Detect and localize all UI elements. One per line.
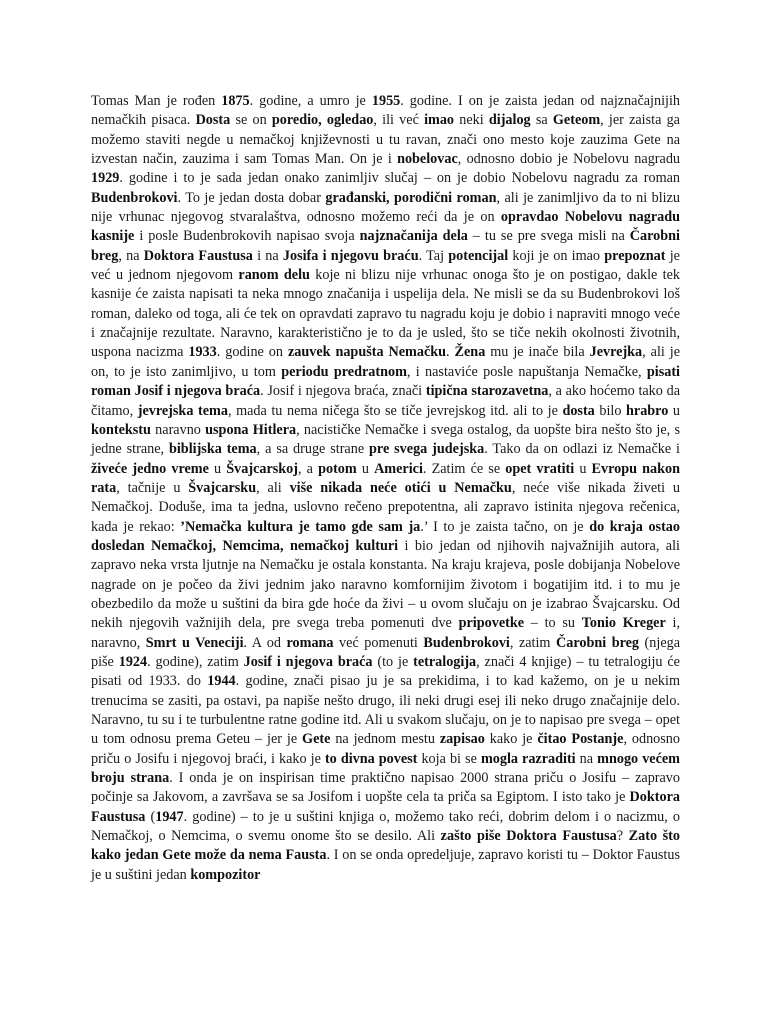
text-run: na jednom mestu	[330, 731, 440, 748]
text-run: . I on se onda opredeljuje, zapravo koristi tu – Doktor Faustus je u suštini jedan	[91, 847, 680, 883]
text-run: sa	[530, 112, 553, 129]
text-run: se on	[230, 112, 272, 129]
bold-phrase: tipična starozavetna	[425, 383, 549, 400]
bold-phrase: Americi	[374, 460, 423, 477]
text-run: , mada tu nema ničega što se tiče jevrejskog itd. ali to je	[227, 402, 563, 419]
text-run: . To je jedan dosta dobar	[177, 189, 326, 206]
text-run: . godine on	[216, 344, 288, 361]
bold-phrase: jevrejska tema	[137, 402, 228, 419]
bold-phrase: prepoznat	[604, 247, 666, 264]
bold-phrase: Budenbrokovi	[423, 634, 510, 651]
text-run: . Taj	[418, 247, 449, 264]
body-paragraph	[91, 92, 680, 885]
bold-phrase: 1929	[91, 170, 120, 187]
text-run: . Tako da on odlazi iz Nemačke i	[484, 441, 680, 458]
bold-phrase: najznačanija dela	[359, 228, 468, 245]
bold-phrase: mnogo većem broju strana	[91, 750, 680, 787]
bold-phrase: čitao Postanje	[537, 731, 624, 748]
bold-phrase: Budenbrokovi	[91, 189, 178, 206]
bold-phrase: nobelovac	[397, 151, 458, 168]
bold-phrase: zapisao	[439, 731, 485, 748]
text-run: mu je inače bila	[485, 344, 590, 361]
text-run: (to je	[372, 653, 414, 670]
bold-phrase: dijalog	[488, 112, 531, 129]
bold-phrase: ’Nemačka kultura je tamo gde sam ja	[180, 518, 421, 535]
text-run: Tomas Man je rođen	[91, 93, 222, 109]
bold-phrase: 1875	[221, 93, 250, 109]
bold-phrase: Geteom	[552, 112, 601, 129]
text-run: i bio jedan od njihovih najvažnijih autora, ali zapravo neka vrsta ljutnje na Nemačku je ostala konstanta. Na kraju krajeva, posle dobijanja Nobelove nagrade on je počeo da živi jednim jako naravno komfornijim životom i bogatijim itd. i to mu je obezbedilo da može u suštini da bira gde hoće da živi – u ovom slučaju on je izabrao Švajcarsku. Od nekih njegovih važnijih dela, pre svega treba pomenuti dve	[91, 537, 680, 632]
text-run: , ali je zanimljivo da to ni blizu nije vrhunac njegovog stvaralaštva, odnosno možemo reći da je on	[91, 189, 680, 226]
bold-phrase: građanski, porodični roman	[325, 189, 497, 206]
text-run: koji je on imao	[508, 247, 605, 264]
text-run: , neće više nikada živeti u Nemačkoj. Doduše, ima ta jedna, uslovno rečeno prepotentna, ali zapravo istinita njegova rečenica, kada je rekao:	[91, 479, 680, 535]
text-run: je već u jednom njegovom	[91, 247, 680, 284]
text-run: bilo	[594, 402, 627, 419]
bold-phrase: dosta	[562, 402, 595, 419]
bold-phrase: živeće jedno vreme	[91, 460, 209, 477]
bold-phrase: uspona Hitlera	[205, 421, 297, 438]
bold-phrase: Josif i njegova braća	[243, 653, 373, 670]
bold-phrase: 1955	[371, 93, 401, 109]
bold-phrase: Dosta	[195, 112, 231, 129]
text-run: . Zatim će se	[422, 460, 506, 477]
bold-phrase: 1933	[188, 344, 217, 361]
text-run: , a ako hoćemo tako da čitamo,	[91, 383, 680, 419]
text-run: , odnosno dobio je Nobelovu nagradu	[457, 151, 680, 168]
text-run: . godine i to je sada jedan onako zanimljiv slučaj – on je dobio Nobelovu nagradu za roman	[119, 170, 680, 187]
text-run: u	[668, 402, 681, 419]
bold-phrase: potencijal	[448, 247, 509, 264]
bold-phrase: više nikada neće otići u Nemačku	[289, 479, 512, 496]
text-run: .	[446, 344, 455, 361]
bold-phrase: Evropu nakon rata	[91, 460, 681, 496]
text-run: . Josif i njegova braća, znači	[260, 383, 426, 400]
text-run: , zatim	[509, 634, 556, 651]
text-run: , ali	[256, 479, 290, 496]
text-run: . godine), zatim	[147, 653, 244, 670]
bold-phrase: biblijska tema	[168, 441, 257, 458]
bold-phrase: periodu predratnom	[281, 363, 407, 380]
text-run: i, naravno,	[91, 615, 680, 651]
bold-phrase: Smrt u Veneciji	[145, 634, 244, 651]
text-run: , i nastaviće posle napuštanja Nemačke,	[406, 363, 647, 380]
text-run: , tačnije u	[116, 479, 189, 496]
bold-phrase: 1944	[207, 673, 236, 690]
bold-phrase: opet vratiti	[505, 460, 575, 477]
text-run: (njega piše	[91, 634, 681, 670]
bold-phrase: Jevrejka	[589, 344, 643, 361]
text-run: i na	[252, 247, 283, 264]
text-run: , znači 4 knjige) – tu tetralogiju će pisati od 1933. do	[91, 653, 680, 690]
bold-phrase: ranom delu	[238, 267, 310, 284]
text-run: . I onda je on inspirisan time praktično napisao 2000 strana priču o Josifu – zapravo počinje sa Jakovom, a završava se sa Josifom i uopšte cela ta priča sa Egiptom. I isto tako je	[91, 770, 680, 806]
text-run: naravno	[150, 421, 206, 438]
bold-phrase: Zato što kako jedan Gete može da nema Fausta	[91, 828, 680, 864]
bold-phrase: Čarobni breg	[91, 228, 680, 264]
text-run: kako je	[484, 731, 538, 748]
bold-phrase: pisati roman Josif i njegova braća	[91, 363, 680, 400]
bold-phrase: Gete	[302, 731, 331, 748]
text-run: , ili već	[373, 112, 425, 129]
bold-phrase: Doktora Faustusa	[143, 247, 253, 264]
text-run: . godine, znači pisao ju je sa prekidima, i to kad kažemo, on je u nekim trenucima se zasiti, pa ostavi, pa napiše nešto drugo, ili neki drugi esej ili neko drugo značajnije delo. Naravno, tu su i te turbulentne ratne godine itd. Ali u svakom slučaju, on je to napisao pre svega – opet u tom odnosu prema Geteu – jer je	[91, 673, 680, 748]
text-run: , a sa druge strane	[256, 441, 370, 458]
bold-phrase: Doktora Faustusa	[91, 789, 680, 825]
bold-phrase: zašto piše Doktora Faustusa	[440, 828, 617, 845]
text-run: koja bi se	[417, 750, 481, 767]
bold-phrase: hrabro	[626, 402, 669, 419]
text-run: . A od	[243, 634, 287, 651]
text-run: u	[208, 460, 227, 477]
text-run: . godine) – to je u suštini knjiga o, možemo tako reći, dobrim delom i o nacizmu, o Nemačkoj, o Nemcima, o svemu onome što se desilo. Ali	[91, 808, 680, 845]
text-run: – tu se pre svega misli na	[467, 228, 630, 245]
bold-phrase: Čarobni breg	[555, 634, 640, 651]
text-run: , jer zaista ga možemo staviti negde u nemačkoj književnosti u tu ravan, znači ono mesto koje zauzima Gete na izvestan način, zauzima i sam Tomas Man. On je i	[91, 112, 680, 168]
text-run: , odnosno priču o Josifu i njegovoj braći, i kako je	[91, 731, 680, 767]
bold-phrase: Žena	[454, 344, 486, 361]
text-run: koje ni blizu nije vrhunac onoga što je on postigao, dakle tek kasnije će zaista napisati ta neka mnogo značanija i uspelija dela. Ne misli se da su Budenbrokovi loš roman, daleko od toga, ali će tek on opravdati zapravo tu nagradu koju je dobio i napraviti mnogo veće i značajnije rezultate. Naravno, karakteristično je to da je usled, što se tiče nekih okolnosti životnih, uspona nacizma	[91, 267, 680, 361]
text-run: – to su	[524, 615, 582, 632]
text-run: ?	[616, 828, 629, 845]
bold-phrase: Švajcarskoj	[226, 460, 298, 477]
bold-phrase: opravdao Nobelovu nagradu kasnije	[91, 209, 680, 245]
bold-phrase: Tonio Kreger	[581, 615, 666, 632]
bold-phrase: 1947	[155, 808, 184, 825]
bold-phrase: 1924	[118, 653, 148, 670]
bold-phrase: zauvek napušta Nemačku	[287, 344, 447, 361]
bold-phrase: do kraja ostao dosledan Nemačkoj, Nemcima, nemačkoj kulturi	[91, 518, 680, 554]
bold-phrase: kompozitor	[190, 866, 261, 883]
text-run: u	[574, 460, 592, 477]
text-run: već pomenuti	[333, 634, 424, 651]
text-run: , a	[298, 460, 319, 477]
text-run: , nacističke Nemačke i svega ostalog, da uopšte bira nešto što je, s jedne strane,	[91, 421, 680, 458]
bold-phrase: pre svega judejska	[369, 441, 485, 458]
text-run: .’ I to je zaista tačno, on je	[420, 518, 590, 535]
bold-phrase: to divna povest	[324, 750, 418, 767]
bold-phrase: tetralogija	[413, 653, 477, 670]
text-run: (	[145, 808, 156, 825]
text-run: . godine. I on je zaista jedan od najznačajnijih nemačkih pisaca.	[91, 93, 680, 129]
bold-phrase: kontekstu	[91, 421, 151, 438]
bold-phrase: romana	[286, 634, 334, 651]
text-run: . godine, a umro je	[249, 93, 372, 109]
text-run: neki	[454, 112, 489, 129]
bold-phrase: imao	[424, 112, 455, 129]
text-run: , na	[118, 247, 144, 264]
bold-phrase: Švajcarsku	[188, 479, 257, 496]
text-run: na	[575, 750, 598, 767]
text-run: u	[356, 460, 375, 477]
text-run: i posle Budenbrokovih napisao svoja	[134, 228, 360, 245]
text-run: , ali je on, to je isto zanimljivo, u tom	[91, 344, 681, 380]
bold-phrase: Josifa i njegovu braću	[282, 247, 419, 264]
bold-phrase: pripovetke	[458, 615, 525, 632]
bold-phrase: potom	[318, 460, 357, 477]
bold-phrase: poredio, ogledao	[271, 112, 374, 129]
bold-phrase: mogla razraditi	[480, 750, 576, 767]
